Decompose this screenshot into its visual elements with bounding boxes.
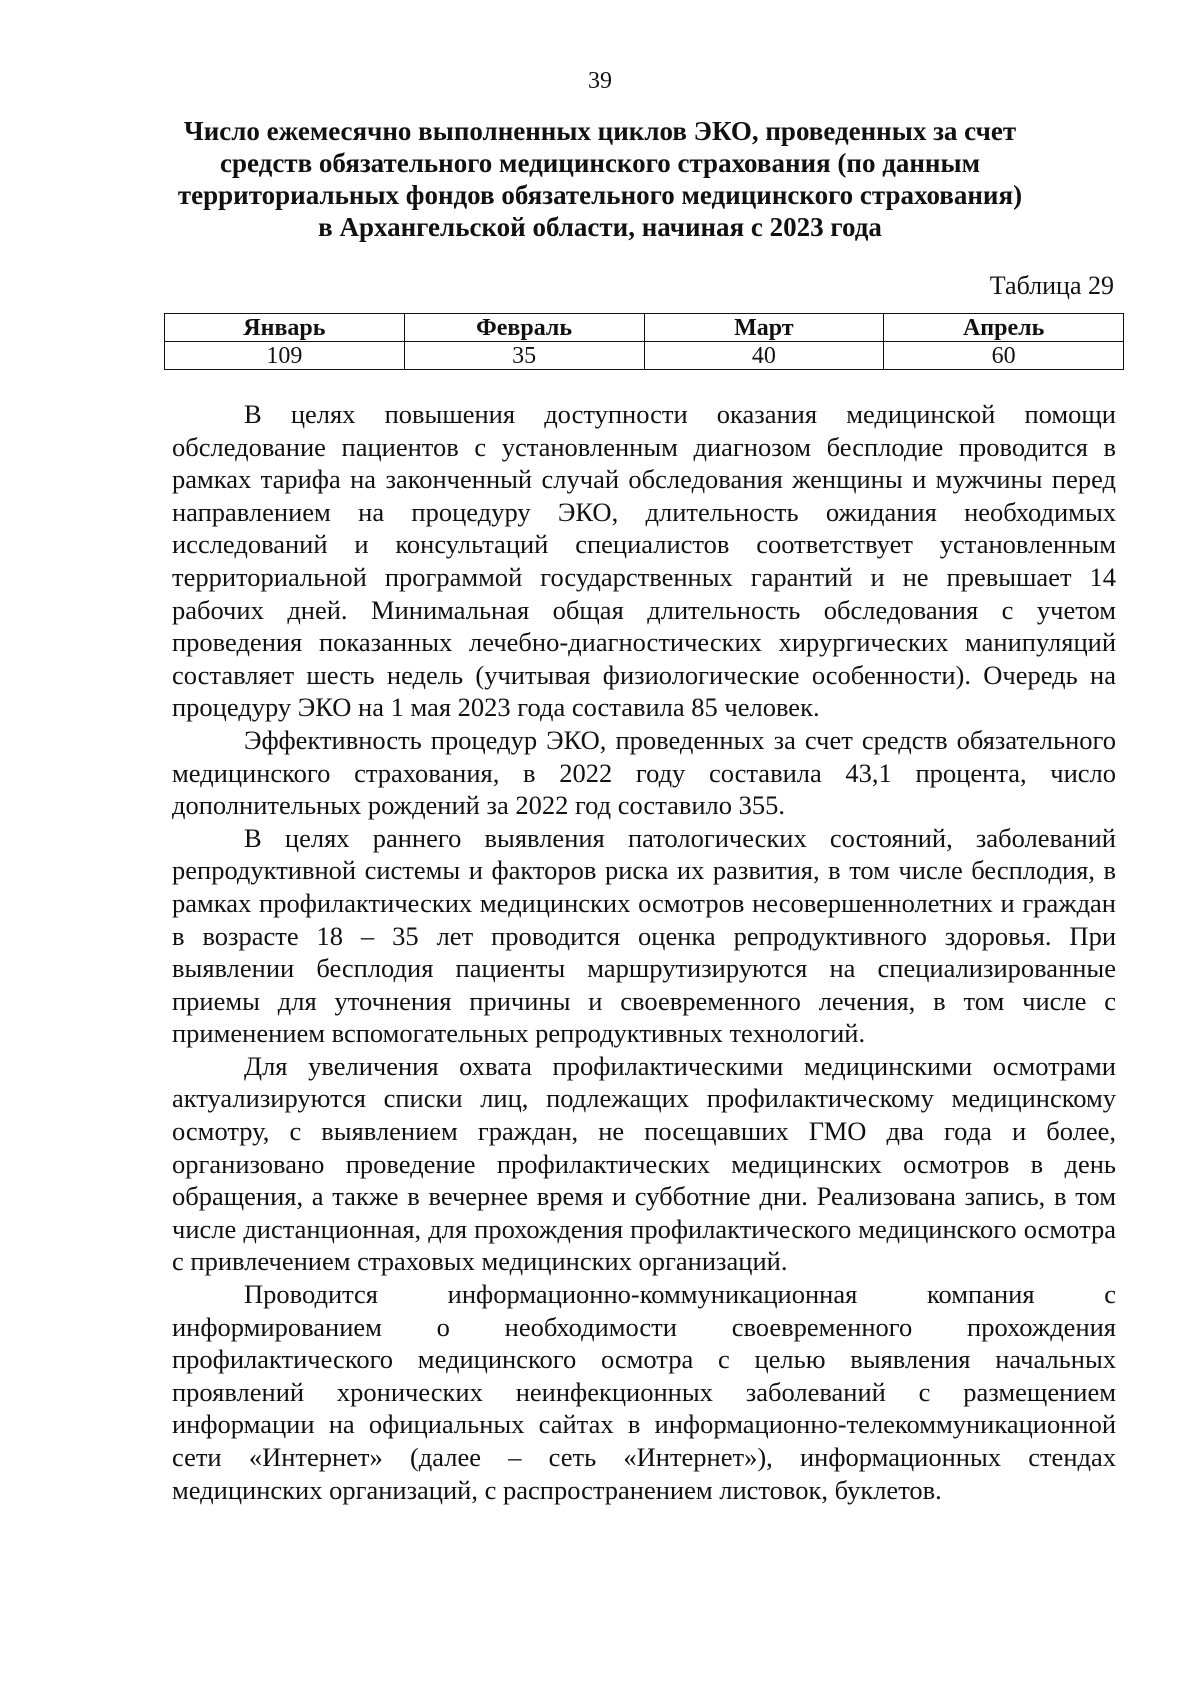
table-caption: Таблица 29 (989, 271, 1114, 300)
header-cell-april: Апрель (884, 314, 1124, 342)
header-cell-february: Февраль (404, 314, 644, 342)
paragraph: Эффективность процедур ЭКО, проведенных за счет средств обязательного медицинского страхования, в 2022 году составила 43,1 процента, число дополнительных рождений за 2022 год составило 355. (172, 724, 1116, 821)
table-header-row (165, 314, 1124, 342)
document-title (150, 115, 1050, 243)
title-line: средств обязательного медицинского страхования (по данным (220, 148, 980, 178)
body-text (172, 398, 1116, 1506)
title-line: территориальных фондов обязательного медицинского страхования) (177, 180, 1023, 210)
eco-cycles-table (164, 313, 1124, 370)
paragraph: Проводится информационно-коммуникационная компания с информированием о необходимости своевременного прохождения профилактического медицинского осмотра с целью выявления начальных проявлений хронических неинфекционных заболеваний с размещением информации на официальных сайтах в информационно-телекоммуникационной сети «Интернет» (далее – сеть «Интернет»), информационных стендах медицинских организаций, с распространением листовок, буклетов. (172, 1279, 1116, 1505)
header-cell-march: Март (644, 314, 884, 342)
paragraph: Для увеличения охвата профилактическими медицинскими осмотрами актуализируются списки лиц, подлежащих профилактическому медицинскому осмотру, с выявлением граждан, не посещавших ГМО два года и более, организовано проведение профилактических медицинских осмотров в день обращения, а также в вечернее время и субботние дни. Реализована запись, в том числе дистанционная, для прохождения профилактического медицинского осмотра с привлечением страховых медицинских организаций. (172, 1050, 1116, 1277)
title-line: Число ежемесячно выполненных циклов ЭКО, проведенных за счет (183, 116, 1017, 146)
paragraph: В целях раннего выявления патологических состояний, заболеваний репродуктивной системы и факторов риска их развития, в том числе бесплодия, в рамках профилактических медицинских осмотров несовершеннолетних и граждан в возрасте 18 – 35 лет проводится оценка репродуктивного здоровья. При выявлении бесплодия пациенты маршрутизируются на специализированные приемы для уточнения причины и своевременного лечения, в том числе с применением вспомогательных репродуктивных технологий. (172, 822, 1116, 1049)
page-number: 39 (588, 68, 612, 94)
paragraph: В целях повышения доступности оказания медицинской помощи обследование пациентов с установленным диагнозом бесплодие проводится в рамках тарифа на законченный случай обследования женщины и мужчины перед направлением на процедуру ЭКО, длительность ожидания необходимых исследований и консультаций специалистов соответствует установленным территориальной программой государственных гарантий и не превышает 14 рабочих дней. Минимальная общая длительность обследования с учетом проведения показанных лечебно-диагностических хирургических манипуляций составляет шесть недель (учитывая физиологические особенности). Очередь на процедуру ЭКО на 1 мая 2023 года составила 85 человек. (172, 399, 1116, 723)
value-cell-april: 60 (884, 342, 1124, 370)
value-cell-february: 35 (404, 342, 644, 370)
value-cell-march: 40 (644, 342, 884, 370)
table-row (165, 342, 1124, 370)
value-cell-january: 109 (165, 342, 405, 370)
title-line: в Архангельской области, начиная с 2023 года (318, 212, 882, 242)
header-cell-january: Январь (165, 314, 405, 342)
